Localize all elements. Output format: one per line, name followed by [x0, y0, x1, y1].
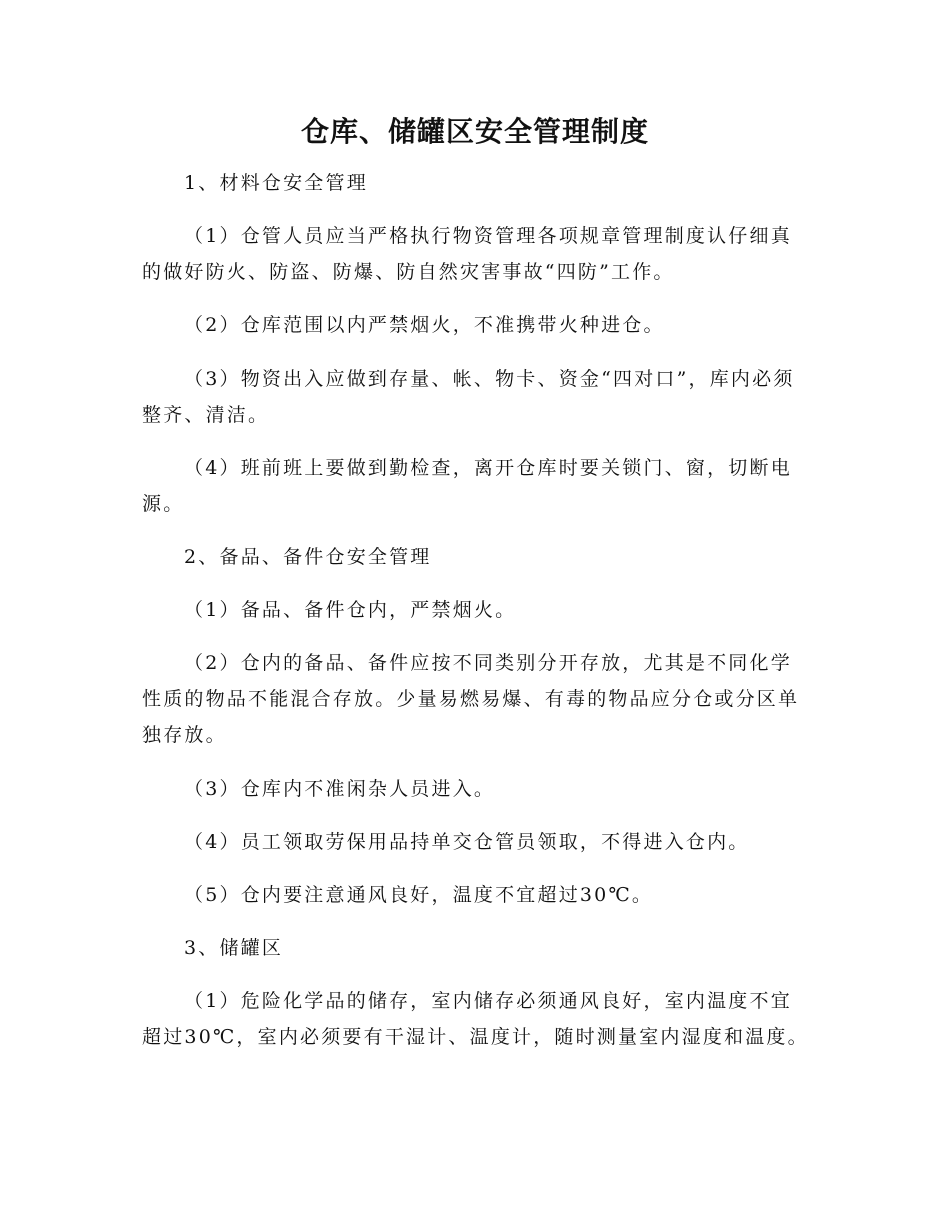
document-title: 仓库、储罐区安全管理制度: [300, 115, 649, 148]
paragraph: （2）仓内的备品、备件应按不同类别分开存放，尤其是不同化学性质的物品不能混合存放。少量易燃易爆、有毒的物品应分仓或分区单独存放。: [142, 652, 800, 746]
paragraph: （1）危险化学品的储存，室内储存必须通风良好，室内温度不宜超过30℃，室内必须要有干湿计、温度计，随时测量室内湿度和温度。: [142, 990, 809, 1048]
paragraph: （4）班前班上要做到勤检查，离开仓库时要关锁门、窗，切断电源。: [142, 457, 792, 515]
paragraph: （3）物资出入应做到存量、帐、物卡、资金“四对口”，库内必须整齐、清洁。: [142, 368, 795, 426]
paragraph: （5）仓内要注意通风良好，温度不宜超过30℃。: [184, 884, 654, 906]
paragraph: （4）员工领取劳保用品持单交仓管员领取，不得进入仓内。: [184, 831, 750, 853]
paragraph: （3）仓库内不准闲杂人员进入。: [184, 778, 496, 800]
section-heading-1: 1、材料仓安全管理: [184, 172, 368, 194]
paragraph: （2）仓库范围以内严禁烟火，不准携带火种进仓。: [184, 314, 665, 336]
section-heading-3: 3、储罐区: [184, 937, 284, 959]
paragraph: （1）备品、备件仓内，严禁烟火。: [184, 599, 517, 621]
section-heading-2: 2、备品、备件仓安全管理: [184, 546, 432, 568]
paragraph: （1）仓管人员应当严格执行物资管理各项规章管理制度认仔细真的做好防火、防盗、防爆、防自然灾害事故“四防”工作。: [142, 225, 792, 283]
